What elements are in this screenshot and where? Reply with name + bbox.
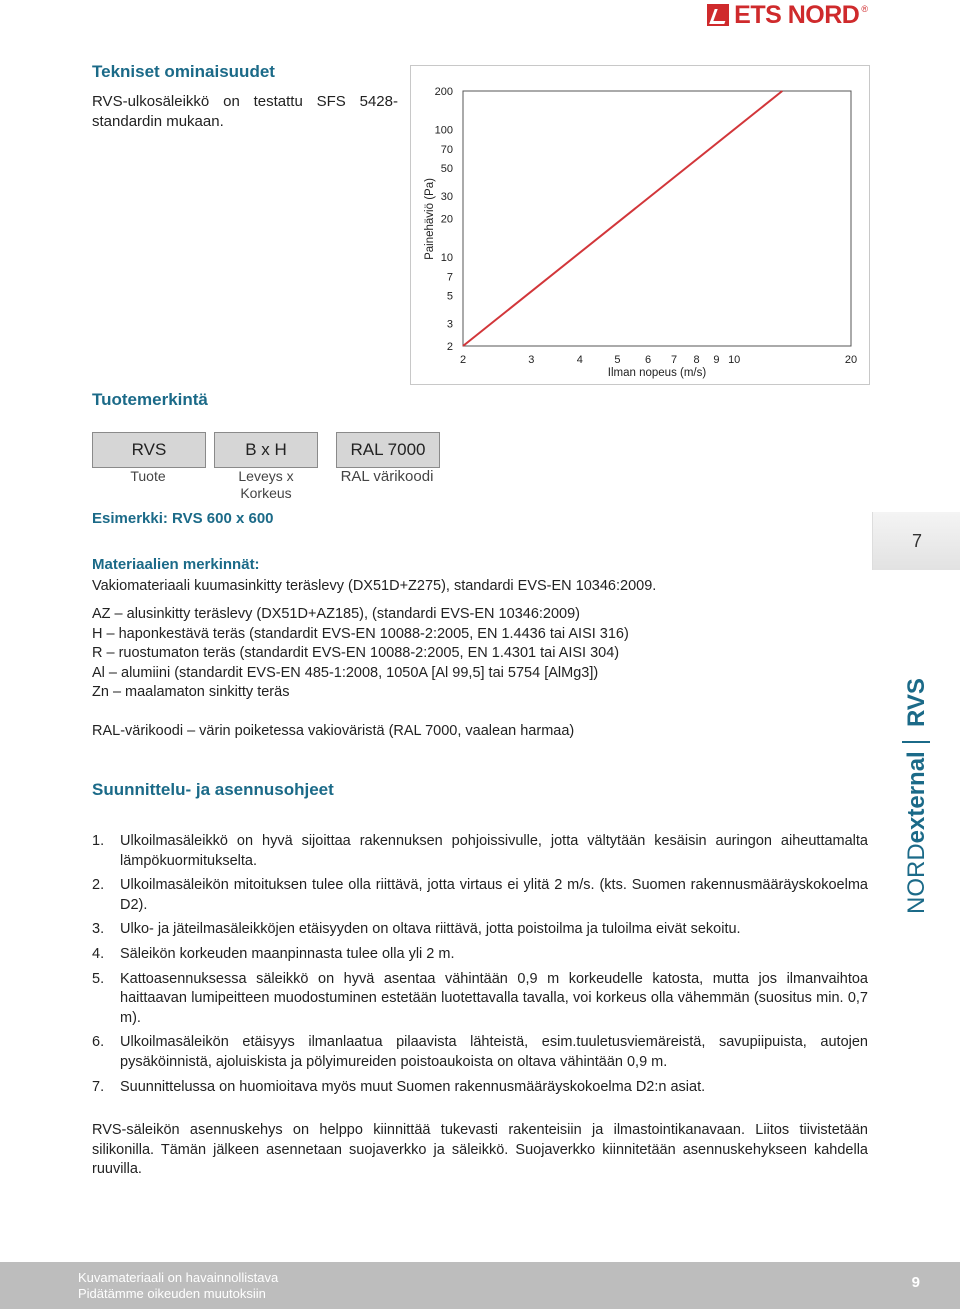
side-category-prefix: NORD [903, 843, 930, 914]
frame-note: RVS-säleikön asennuskehys on helppo kiinnittää tukevasti rakenteisiin ja ilmastointikanavaan. Liitos tiivistetään silikonilla. Tämän jälkeen asennetaan suojaverkko ja säleikkö. Suojaverkko kiinnitetään asennuskehykseen kahdella ruuvilla. [92, 1122, 868, 1178]
registered-mark: ® [861, 4, 868, 14]
y-tick-label: 200 [434, 86, 453, 98]
y-tick-label: 30 [440, 191, 453, 204]
materials-standard: Vakiomateriaali kuumasinkitty teräslevy (DX51D+Z275), standardi EVS-EN 10346:2009. [92, 578, 657, 594]
ets-nord-logo [707, 2, 868, 28]
chapter-number: 7 [872, 512, 960, 570]
material-item: R – ruostumaton teräs (standardit EVS-EN 10088-2:2005, EN 1.4301 tai AISI 304) [92, 645, 620, 662]
side-vertical-text [884, 592, 940, 1272]
instruction-number: 2. [92, 877, 105, 894]
instruction-number: 4. [92, 945, 105, 962]
page-number: 9 [911, 1274, 920, 1291]
material-item: H – haponkestävä teräs (standardit EVS-EN 10088-2:2005, EN 1.4436 tai AISI 316) [92, 625, 629, 642]
example-code: Esimerkki: RVS 600 x 600 [92, 510, 274, 527]
side-category-suffix: external [903, 751, 930, 844]
instruction-number: 5. [92, 970, 105, 987]
instruction-text: Säleikön korkeuden maanpinnasta tulee olla yli 2 m. [120, 945, 455, 962]
chart-svg [411, 66, 869, 384]
svg-text:NORDexternal [903, 751, 930, 914]
x-tick-label: 9 [713, 354, 720, 366]
x-tick-label: 4 [576, 354, 583, 366]
instruction-text: Suunnittelussa on huomioitava myös muut Suomen rakennusmääräyskokoelma D2:n asiat. [120, 1078, 706, 1095]
x-tick-label: 3 [528, 354, 535, 366]
instruction-number: 3. [92, 921, 105, 938]
instruction-item [92, 876, 868, 915]
footer-notes [78, 1270, 278, 1302]
instruction-number: 7. [92, 1078, 105, 1095]
y-tick-label: 5 [446, 290, 453, 303]
code-box-product: RVS [92, 432, 206, 468]
y-axis-label: Painehäviö (Pa) [424, 178, 436, 260]
instruction-item [92, 832, 868, 871]
y-tick-label: 100 [434, 124, 453, 137]
footer-line-1: Kuvamateriaali on havainnollistava [78, 1270, 279, 1285]
ral-note: RAL-värikoodi – värin poiketessa vakioväristä (RAL 7000, vaalean harmaa) [92, 723, 575, 739]
material-item: AZ – alusinkitty teräslevy (DX51D+AZ185), (standardi EVS-EN 10346:2009) [92, 606, 580, 622]
product-code-heading: Tuotemerkintä [92, 390, 208, 409]
y-tick-label: 3 [446, 318, 453, 331]
side-product: RVS [903, 678, 930, 727]
y-tick-label: 20 [440, 213, 453, 226]
logo-mark-icon [707, 4, 729, 26]
x-tick-label: 20 [844, 354, 858, 366]
tech-text: RVS-ulkosäleikkö on testattu SFS 5428-standardin mukaan. [92, 93, 398, 130]
x-tick-label: 10 [728, 354, 741, 366]
materials-heading: Materiaalien merkinnät: [92, 556, 260, 573]
pressure-loss-chart [410, 65, 870, 385]
instruction-text: Ulkoilmasäleikön mitoituksen tulee olla riittävä, jotta virtaus ei ylitä 2 m/s. (kts. Suomen rakennusmääräyskokoelma D2). [120, 877, 868, 913]
plot-area [463, 91, 851, 346]
y-tick-label: 7 [446, 271, 453, 284]
x-axis-label: Ilman nopeus (m/s) [607, 367, 707, 379]
instruction-item [92, 1033, 868, 1072]
x-tick-label: 2 [459, 354, 467, 366]
instruction-item [92, 970, 868, 1029]
logo-text: ETS NORD [734, 0, 860, 29]
instruction-item [92, 1078, 868, 1098]
series-line [463, 91, 782, 346]
instruction-number: 1. [92, 833, 105, 849]
tech-heading: Tekniset ominaisuudet [92, 62, 275, 81]
side-tab [872, 512, 960, 1272]
instruction-text: Ulkoilmasäleikkö on hyvä sijoittaa rakennuksen pohjoissivulle, jotta vältytään kesäisin auringon aiheuttamalta lämpökuormitukselta. [120, 833, 868, 869]
material-item: Al – alumiini (standardit EVS-EN 485-1:2008, 1050A [Al 99,5] tai 5754 [AlMg3]) [92, 664, 599, 681]
instructions-list [92, 832, 868, 1102]
code-label-size: Leveys x Korkeus [238, 468, 294, 501]
x-tick-label: 6 [645, 354, 652, 366]
instruction-text: Ulkoilmasäleikön etäisyys ilmanlaatua pilaavista lähteistä, esim.tuuletusviemäreistä, savupiipuista, autojen pysäköinnistä, ajoluiskista ja pölyimureiden poistoaukoista on oltava vähintään 0,9 m. [120, 1034, 868, 1070]
materials-list [92, 605, 852, 703]
x-tick-label: 8 [693, 354, 700, 366]
y-tick-label: 2 [446, 341, 453, 353]
y-tick-label: 70 [440, 144, 453, 157]
x-tick-label: 7 [671, 354, 678, 366]
instruction-text: Ulko- ja jäteilmasäleikköjen etäisyyden on oltava riittävä, jotta poistoilma ja tuloilma eivät sekoitu. [120, 921, 741, 938]
code-label-product: Tuote [130, 468, 166, 484]
instruction-text: Kattoasennuksessa säleikkö on hyvä asentaa vähintään 0,9 m korkeudelle katosta, mutta jos ilmanvaihtoa haittaavan lumipeitteen muodostuminen estetään luotettavalla tavalla, voi korkeus olla vähemmän (suositus min. 0,7 m). [120, 970, 868, 1026]
instruction-item [92, 945, 868, 965]
instruction-item [92, 920, 868, 940]
x-tick-label: 5 [614, 354, 621, 366]
code-label-ral: RAL värikoodi [340, 468, 434, 485]
code-box-size: B x H [214, 432, 318, 468]
y-tick-label: 10 [440, 251, 453, 264]
instruction-number: 6. [92, 1034, 105, 1051]
material-item: Zn – maalamaton sinkitty teräs [92, 684, 290, 701]
footer [0, 1262, 960, 1309]
code-box-ral: RAL 7000 [336, 432, 440, 468]
instructions-heading: Suunnittelu- ja asennusohjeet [92, 780, 334, 799]
y-tick-label: 50 [440, 162, 453, 175]
footer-line-2: Pidätämme oikeuden muutoksiin [78, 1286, 266, 1301]
